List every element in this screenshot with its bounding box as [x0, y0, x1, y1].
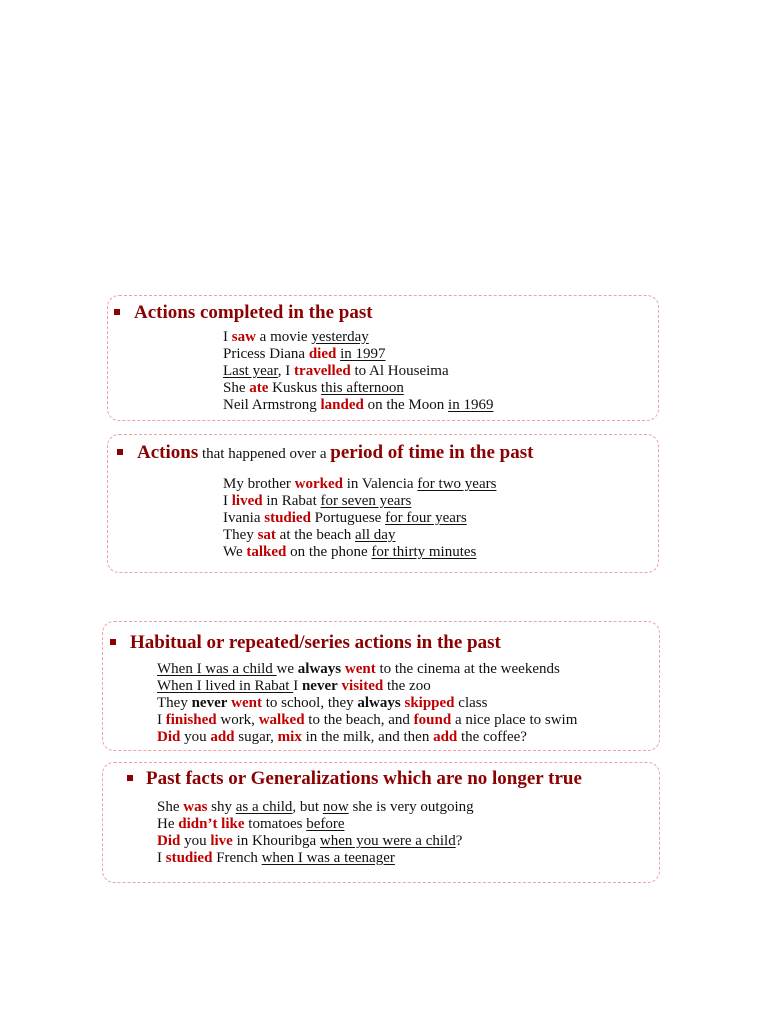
bullet-icon [117, 449, 123, 455]
text-run: was [183, 799, 208, 815]
text-run: in 1997 [340, 346, 386, 362]
text-run: , I [277, 363, 295, 379]
text-run: When I was a child [157, 661, 277, 677]
text-run: Kuskus [268, 380, 321, 396]
example-sentence [157, 729, 577, 746]
text-run: We [223, 544, 247, 560]
text-run: sat [257, 527, 276, 543]
example-lines [157, 661, 577, 746]
text-run: when I was a teenager [261, 850, 395, 866]
text-run: Ivania [223, 510, 265, 526]
text-run: that happened over a [198, 446, 331, 462]
bullet-icon [110, 639, 116, 645]
text-run: shy [207, 799, 236, 815]
text-run: this afternoon [320, 380, 404, 396]
text-run: add [433, 729, 458, 745]
text-run: Did [157, 729, 181, 745]
text-run: visited [341, 678, 384, 694]
text-run: in Khouribga [232, 833, 320, 849]
text-run: in the milk, and then [301, 729, 434, 745]
text-run: finished [165, 712, 217, 728]
text-run: tomatoes [244, 816, 307, 832]
text-run: at the beach [275, 527, 356, 543]
text-run: found [413, 712, 452, 728]
text-run: we [276, 661, 298, 677]
text-run: saw [231, 329, 256, 345]
text-run: sugar, [234, 729, 278, 745]
text-run: in Rabat [262, 493, 321, 509]
example-lines [223, 329, 493, 414]
text-run: before [306, 816, 345, 832]
text-run: never [191, 695, 228, 711]
text-run: Last year [223, 363, 278, 379]
example-sentence [157, 833, 474, 850]
example-lines [223, 476, 496, 561]
example-sentence [157, 712, 577, 729]
section-heading [146, 767, 582, 791]
example-sentence [157, 816, 474, 833]
example-sentence [223, 476, 496, 493]
text-run: They [223, 527, 258, 543]
text-run: Habitual or repeated/series actions in the past [130, 632, 501, 653]
text-run: Neil Armstrong [223, 397, 321, 413]
text-run: I [157, 712, 166, 728]
text-run: ate [249, 380, 269, 396]
text-run: lived [231, 493, 263, 509]
text-run: Actions completed in the past [134, 302, 373, 323]
text-run: died [308, 346, 337, 362]
text-run: as a child [235, 799, 293, 815]
text-run: to the beach, and [304, 712, 414, 728]
text-run: to Al Houseima [350, 363, 449, 379]
bullet-icon [114, 309, 120, 315]
text-run: didn’t like [178, 816, 245, 832]
text-run: landed [320, 397, 364, 413]
text-run: She [223, 380, 250, 396]
example-sentence [223, 363, 493, 380]
text-run: for four years [385, 510, 467, 526]
text-run: never [301, 678, 338, 694]
example-sentence [223, 346, 493, 363]
text-run: to school, they [261, 695, 358, 711]
text-run: class [454, 695, 488, 711]
text-run: went [344, 661, 376, 677]
text-run: studied [165, 850, 213, 866]
text-run: work, [216, 712, 259, 728]
text-run: French [212, 850, 262, 866]
text-run: when you were a child [319, 833, 456, 849]
text-run: she is very outgoing [348, 799, 474, 815]
text-run: I [223, 493, 232, 509]
text-run: yesterday [311, 329, 369, 345]
text-run: the coffee? [457, 729, 527, 745]
text-run: I [293, 678, 302, 694]
text-run: a movie [255, 329, 312, 345]
text-run: in Valencia [343, 476, 418, 492]
example-sentence [157, 661, 577, 678]
section-heading [137, 441, 533, 466]
text-run: the zoo [383, 678, 431, 694]
text-run: Actions [137, 442, 199, 463]
text-run: in 1969 [448, 397, 494, 413]
text-run: for thirty minutes [371, 544, 477, 560]
text-run: My brother [223, 476, 295, 492]
text-run: period of time in the past [330, 442, 534, 463]
text-run: He [157, 816, 179, 832]
text-run: They [157, 695, 192, 711]
example-sentence [157, 678, 577, 695]
example-sentence [223, 329, 493, 346]
example-lines [157, 799, 474, 867]
text-run: now [322, 799, 349, 815]
text-run: on the phone [286, 544, 372, 560]
example-sentence [157, 695, 577, 712]
text-run: talked [246, 544, 287, 560]
text-run: I [157, 850, 166, 866]
example-sentence [223, 380, 493, 397]
example-sentence [223, 493, 496, 510]
text-run: studied [264, 510, 311, 526]
text-run: worked [294, 476, 343, 492]
text-run: on the Moon [363, 397, 449, 413]
text-run: add [210, 729, 235, 745]
example-sentence [157, 850, 474, 867]
text-run: skipped [404, 695, 455, 711]
text-run: Pricess Diana [223, 346, 309, 362]
text-run: for two years [417, 476, 497, 492]
text-run: I [223, 329, 232, 345]
example-sentence [157, 799, 474, 816]
text-run: Did [157, 833, 181, 849]
text-run: Portuguese [310, 510, 386, 526]
text-run: , but [292, 799, 323, 815]
example-sentence [223, 397, 493, 414]
section-heading [134, 301, 373, 325]
text-run: a nice place to swim [451, 712, 578, 728]
text-run: you [180, 833, 211, 849]
text-run: ? [455, 833, 463, 849]
bullet-icon [127, 775, 133, 781]
example-sentence [223, 527, 496, 544]
example-sentence [223, 510, 496, 527]
text-run: always [357, 695, 401, 711]
text-run: mix [277, 729, 302, 745]
text-run: live [210, 833, 233, 849]
text-run: you [180, 729, 211, 745]
text-run: When I lived in Rabat [157, 678, 294, 694]
text-run: all day [355, 527, 396, 543]
text-run: travelled [294, 363, 351, 379]
text-run: to the cinema at the weekends [375, 661, 560, 677]
section-heading [130, 631, 501, 655]
text-run: went [231, 695, 262, 711]
text-run: She [157, 799, 184, 815]
example-sentence [223, 544, 496, 561]
text-run: always [297, 661, 342, 677]
text-run: walked [258, 712, 305, 728]
text-run: for seven years [320, 493, 412, 509]
text-run: Past facts or Generalizations which are no longer true [146, 768, 582, 789]
